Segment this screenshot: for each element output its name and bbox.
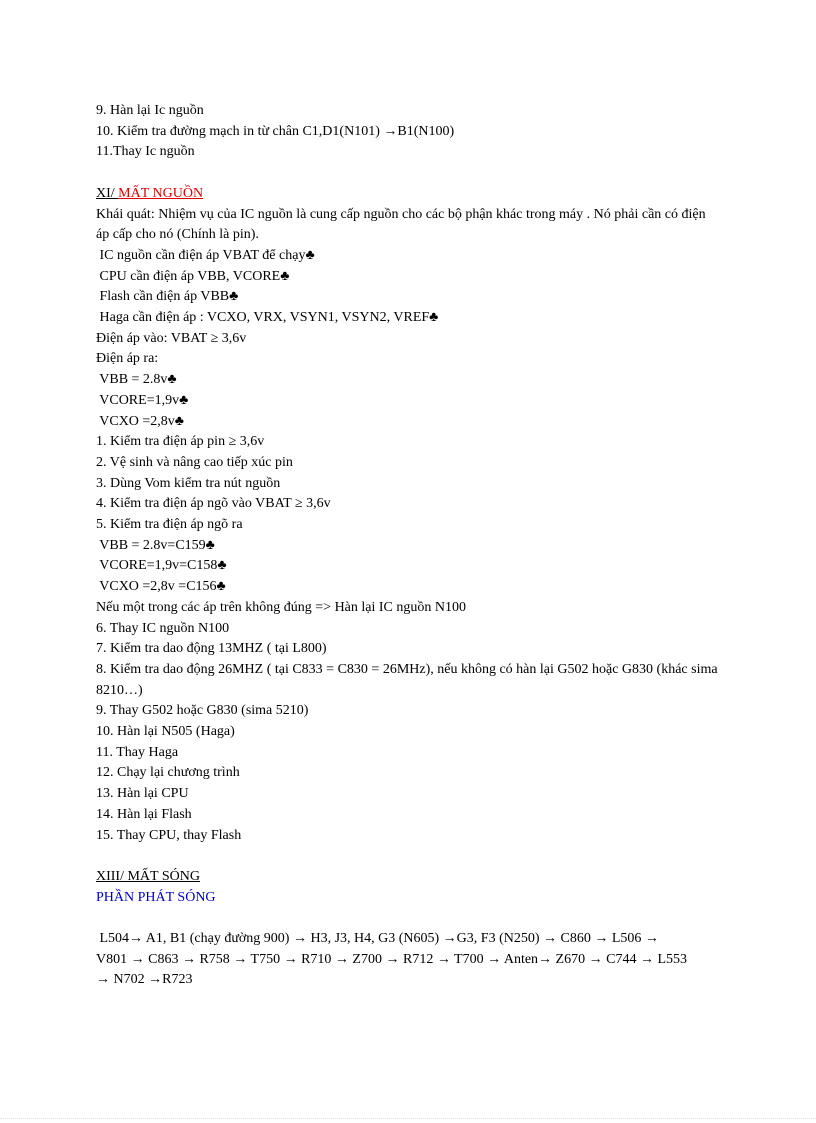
output-label: Điện áp ra: <box>96 351 159 367</box>
list-item: 7. Kiểm tra dao động 13MHZ ( tại L800) <box>96 641 327 657</box>
steps-list-a <box>96 432 736 536</box>
signal-path-line: L504→ A1, B1 (chạy đường 900) → H3, J3, H4, G3 (N605) →G3, F3 (N250) → C860 → L506 → <box>96 931 659 947</box>
list-item: 15. Thay CPU, thay Flash <box>96 827 242 843</box>
steps-list-b <box>96 619 736 847</box>
list-item: 9. Thay G502 hoặc G830 (sima 5210) <box>96 703 309 719</box>
list-item: 11. Thay Haga <box>96 744 179 760</box>
list-item: 5. Kiểm tra điện áp ngõ ra <box>96 517 243 533</box>
section-xi-number: XI/ <box>96 185 119 201</box>
list-item: 10. Kiểm tra đường mạch in từ chân C1,D1(N101) →B1(N100) <box>96 123 455 139</box>
list-item: 12. Chạy lại chương trình <box>96 765 240 781</box>
list-item: Haga cần điện áp : VCXO, VRX, VSYN1, VSYN2, VREF♣ <box>96 310 439 326</box>
step5-values <box>96 536 736 598</box>
list-item: 8. Kiểm tra dao động 26MHZ ( tại C833 = C830 = 26MHz), nếu không có hàn lại G502 hoặc G830 (khác sima 8210…) <box>96 661 718 698</box>
overview-paragraph: Khái quát: Nhiệm vụ của IC nguồn là cung cấp nguồn cho các bộ phận khác trong máy . Nó phải cần có điện áp cấp cho nó (Chính là pin). <box>96 206 706 243</box>
outputs-list <box>96 370 736 432</box>
list-item: 11.Thay Ic nguồn <box>96 144 195 160</box>
list-item: VCORE=1,9v♣ <box>96 392 189 408</box>
list-item: 9. Hàn lại Ic nguồn <box>96 103 204 118</box>
signal-path-line: V801 → C863 → R758 → T750 → R710 → Z700 → R712 → T700 → Anten→ Z670 → C744 → L553 <box>96 951 687 967</box>
section-xi-heading <box>96 184 736 205</box>
list-item: Flash cần điện áp VBB♣ <box>96 289 239 305</box>
list-item: VBB = 2.8v♣ <box>96 372 177 388</box>
section-xiii-heading: XIII/ MẤT SÓNG <box>96 868 200 884</box>
list-item: CPU cần điện áp VBB, VCORE♣ <box>96 268 290 284</box>
list-item: VBB = 2.8v=C159♣ <box>96 537 215 553</box>
list-item: 2. Vệ sinh và nâng cao tiếp xúc pin <box>96 454 293 470</box>
note-text: Nếu một trong các áp trên không đúng => Hàn lại IC nguồn N100 <box>96 599 466 615</box>
list-item: 1. Kiểm tra điện áp pin ≥ 3,6v <box>96 434 265 450</box>
list-item: VCXO =2,8v♣ <box>96 413 184 429</box>
signal-path <box>96 929 736 991</box>
list-item: VCORE=1,9v=C158♣ <box>96 558 227 574</box>
spacer <box>96 846 736 867</box>
spacer <box>96 908 736 929</box>
list-item: 14. Hàn lại Flash <box>96 806 192 822</box>
section-xiii-subtitle: PHẦN PHÁT SÓNG <box>96 889 216 905</box>
requirements-list <box>96 246 736 329</box>
section-xi-title: MẤT NGUỒN <box>118 185 204 201</box>
list-item: 3. Dùng Vom kiểm tra nút nguồn <box>96 475 281 491</box>
input-voltage: Điện áp vào: VBAT ≥ 3,6v <box>96 330 247 346</box>
top-list <box>96 101 736 163</box>
list-item: VCXO =2,8v =C156♣ <box>96 579 226 595</box>
list-item: 10. Hàn lại N505 (Haga) <box>96 724 235 740</box>
page-bottom-divider <box>0 1118 816 1119</box>
signal-path-line: → N702 →R723 <box>96 972 193 988</box>
list-item: IC nguồn cần điện áp VBAT để chạy♣ <box>96 247 315 263</box>
document-page <box>96 101 736 991</box>
list-item: 4. Kiểm tra điện áp ngõ vào VBAT ≥ 3,6v <box>96 496 331 512</box>
list-item: 6. Thay IC nguồn N100 <box>96 620 230 636</box>
spacer <box>96 163 736 184</box>
list-item: 13. Hàn lại CPU <box>96 786 189 802</box>
